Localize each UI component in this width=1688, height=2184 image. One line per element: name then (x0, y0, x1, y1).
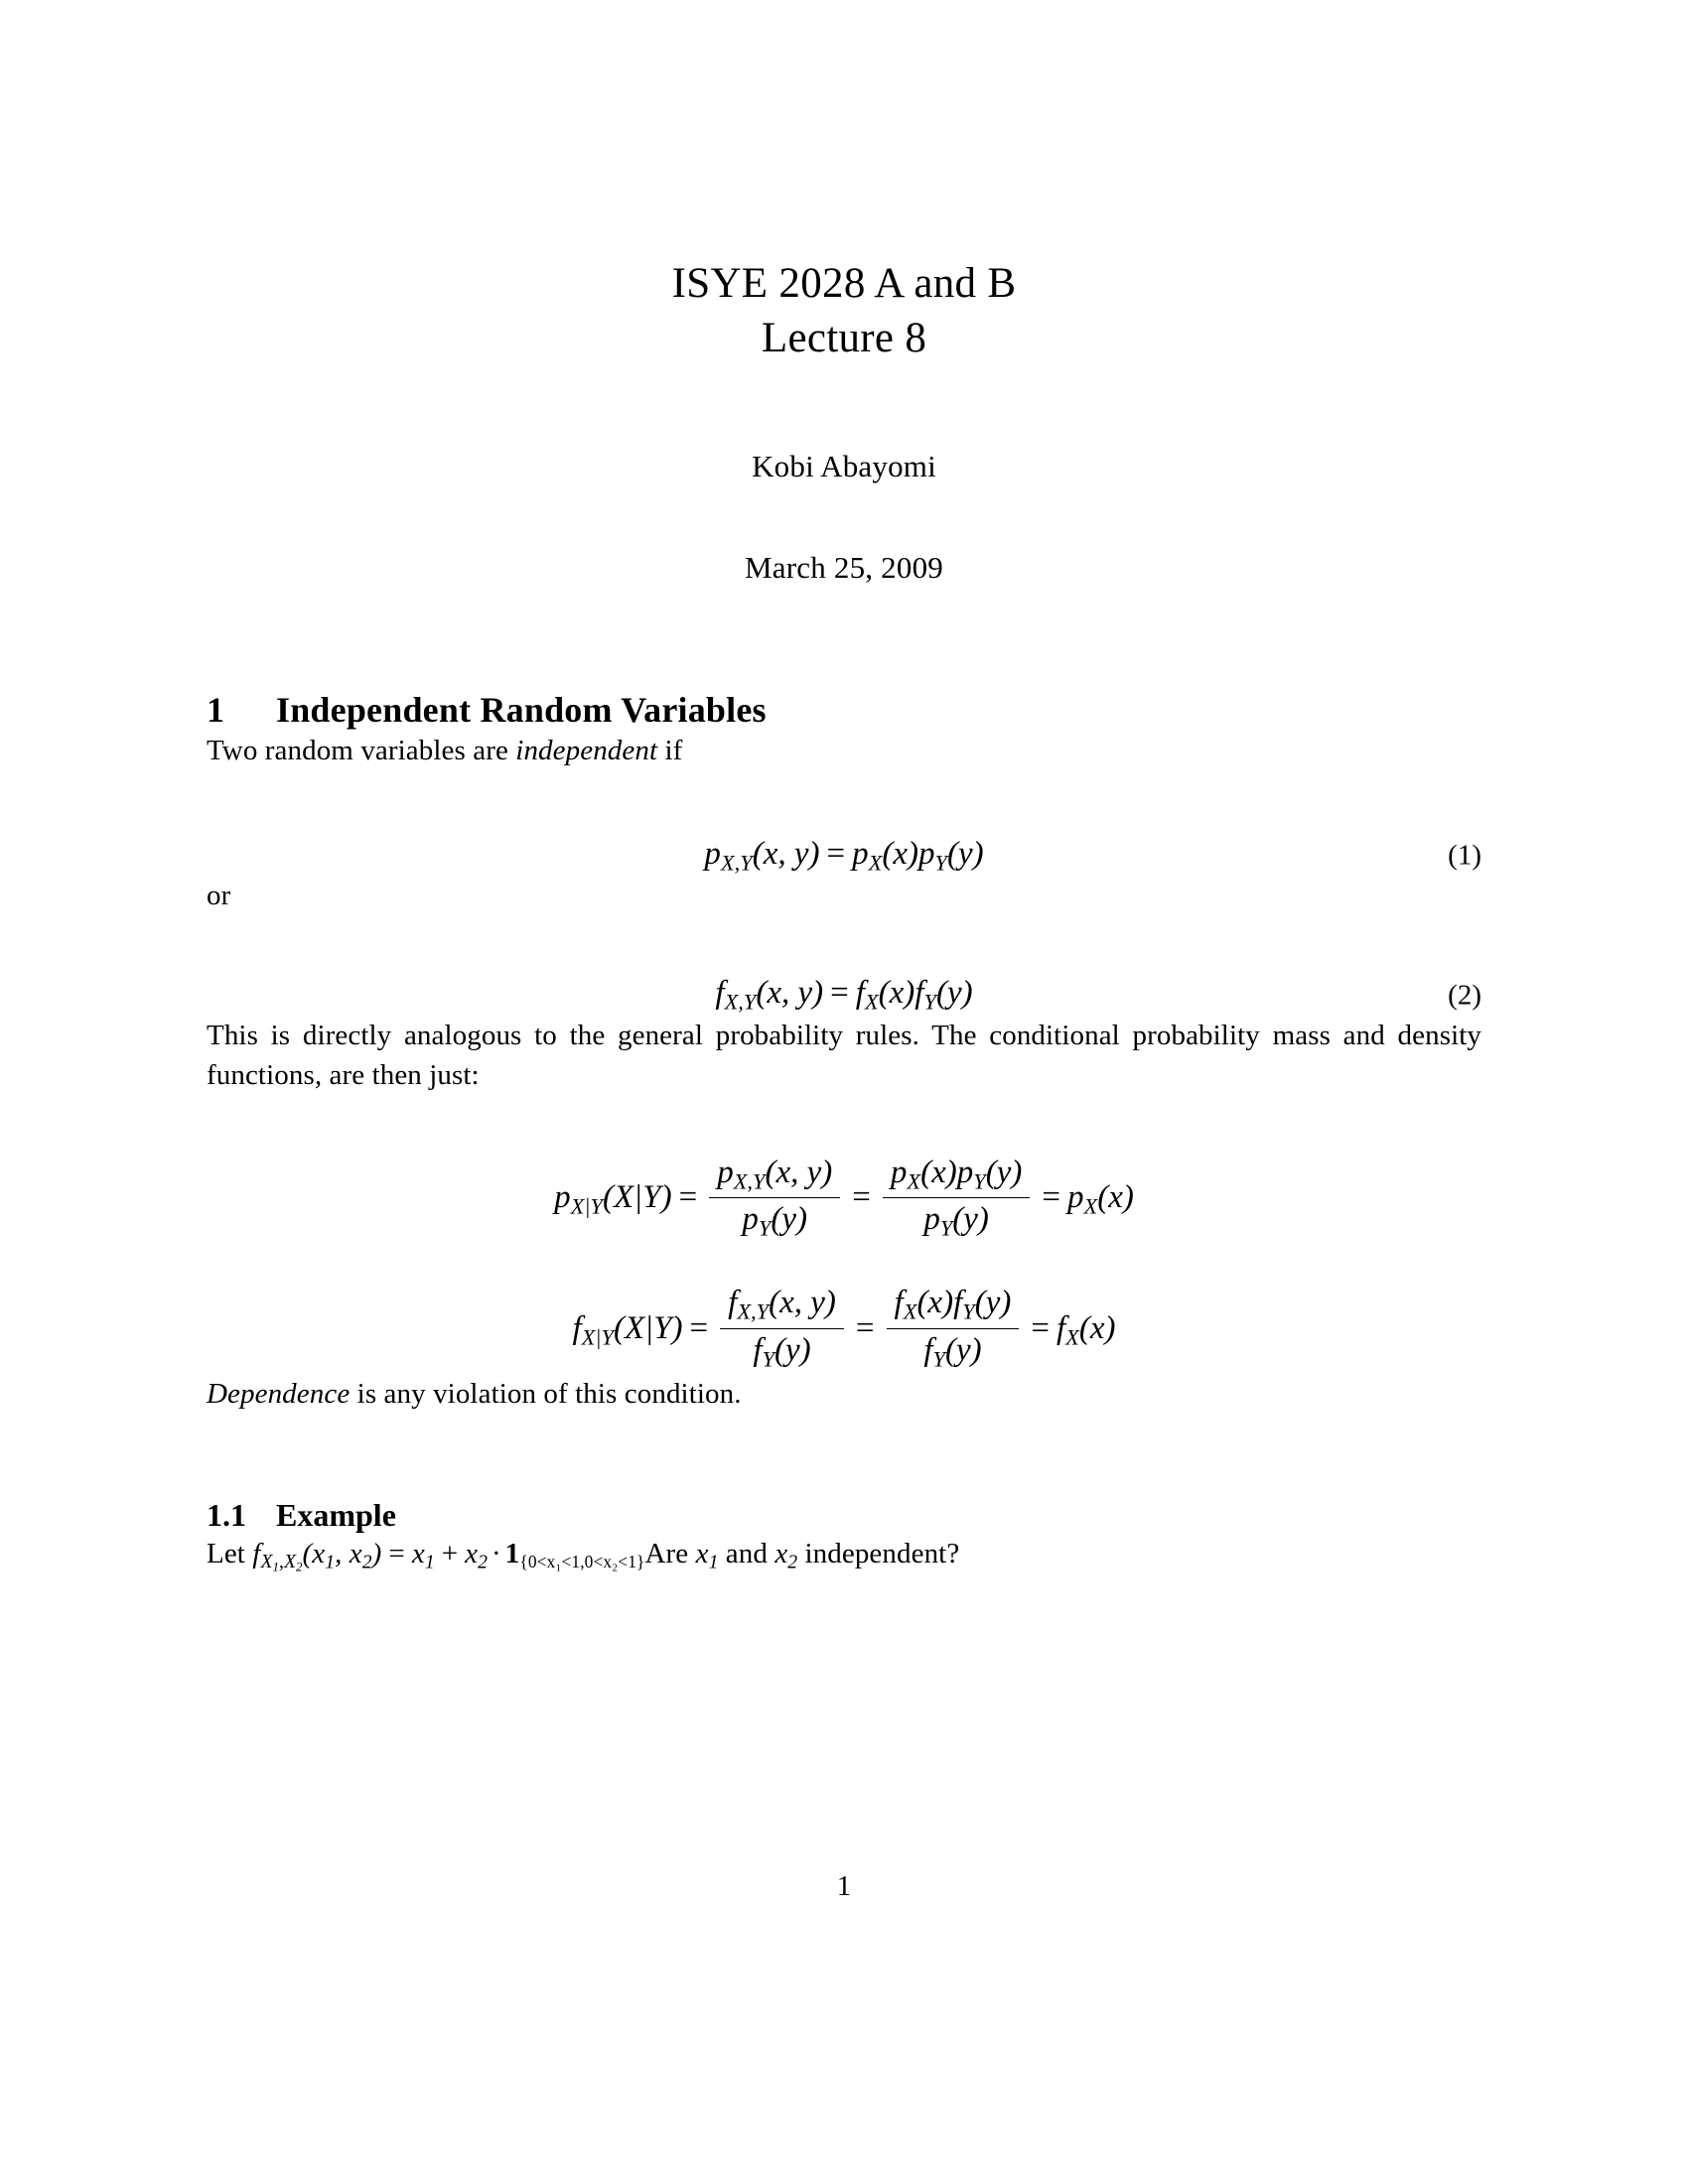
eqp-den2-sub: Y (939, 1215, 953, 1241)
eqp-num1-sub: X,Y (733, 1167, 766, 1193)
eqp-lhs-fn: p (554, 1179, 571, 1216)
subsection-1-1-number: 1.1 (207, 1496, 246, 1533)
document-title (207, 256, 1481, 365)
eqf-den2-sub: Y (932, 1345, 945, 1371)
eqp-equals-3: = (1042, 1179, 1060, 1216)
eqf-fraction-2 (887, 1285, 1020, 1372)
example-paragraph (207, 1534, 1481, 1576)
equation-1-body (704, 836, 984, 876)
eqf-frac1-denominator (720, 1329, 844, 1372)
analogy-paragraph: This is directly analogous to the general probability rules. The conditional probability mass and density functions, are then just: (207, 1019, 1481, 1091)
ex-fn-sub-a-idx: 1 (272, 1559, 280, 1574)
eq1-lhs-fn: p (704, 836, 721, 873)
eqf-result-fn: f (1056, 1309, 1066, 1346)
eq1-equals: = (826, 836, 846, 873)
intro-emphasis-independent: independent (515, 735, 658, 767)
eqp-frac1-denominator (709, 1198, 840, 1241)
ex-plus: + (441, 1537, 459, 1570)
eqp-frac1-numerator (709, 1155, 840, 1198)
eq2-lhs-args: (x, y) (756, 975, 824, 1012)
eqf-lhs-fn: f (572, 1309, 582, 1346)
ex-args-close: ) (371, 1537, 382, 1570)
eqf-equals-2: = (855, 1309, 875, 1346)
eqp-lhs-sub: X|Y (570, 1193, 603, 1219)
eqp-lhs-args: (X|Y) (603, 1179, 672, 1216)
ex-arg1-idx: 1 (325, 1551, 336, 1573)
eqp-num2b-args: (y) (985, 1154, 1023, 1190)
eqp-den1-sub: Y (758, 1215, 772, 1241)
ex-term2: x (465, 1537, 479, 1570)
subsection-1-1-title: Example (276, 1496, 396, 1533)
eqf-den2-fn: f (923, 1331, 933, 1368)
eq2-rhs-fn2: f (914, 975, 924, 1012)
section-1-number: 1 (207, 690, 225, 731)
ex-arg2-idx: 2 (361, 1551, 372, 1573)
title-block (207, 0, 1481, 586)
ex-dot-operator: · (492, 1537, 501, 1570)
eqp-num2b-fn: p (956, 1154, 974, 1190)
eqf-num2a-args: (x) (916, 1285, 954, 1321)
example-var-x1 (695, 1537, 719, 1573)
eq1-rhs-fn2: p (917, 836, 935, 873)
eqf-num1-sub: X,Y (737, 1298, 770, 1324)
title-line-2: Lecture 8 (761, 315, 927, 362)
eqf-frac2-numerator (887, 1285, 1020, 1328)
eqp-num1-fn: p (717, 1154, 734, 1190)
eqp-num2a-fn: p (890, 1154, 908, 1190)
ex-qvar2-idx: 2 (787, 1551, 798, 1573)
eqf-num2b-fn: f (953, 1285, 963, 1321)
section-1-title: Independent Random Variables (276, 690, 767, 731)
eqp-result-fn: p (1067, 1179, 1084, 1216)
eqf-equals-3: = (1031, 1309, 1050, 1346)
eqf-den1-fn: f (753, 1331, 763, 1368)
eqp-equals-2: = (852, 1179, 871, 1216)
ex-fn-sub-a: X (260, 1551, 273, 1573)
example-inline-math (252, 1537, 645, 1574)
eqf-fraction-1 (720, 1285, 844, 1372)
eq2-rhs-args2: (y) (935, 975, 973, 1012)
eqf-num2b-args: (y) (974, 1285, 1012, 1321)
example-question-a: Are (644, 1537, 696, 1570)
eqp-frac2-denominator (883, 1198, 1030, 1241)
eqp-equals-1: = (678, 1179, 698, 1216)
equation-conditional-pmf (207, 1154, 1481, 1244)
ex-fn: f (252, 1537, 261, 1570)
example-question-mid: and (718, 1537, 775, 1570)
eqp-fraction-1 (709, 1155, 840, 1242)
ex-qvar2: x (774, 1537, 788, 1570)
ex-qvar1-idx: 1 (708, 1551, 719, 1573)
intro-paragraph (207, 731, 1481, 770)
eqp-num1-args: (x, y) (765, 1154, 833, 1190)
equation-2-body (715, 975, 973, 1015)
eq1-rhs-args1: (x) (882, 836, 918, 873)
eqp-num2b-sub: Y (973, 1167, 986, 1193)
ex-fn-sub (260, 1551, 302, 1572)
equation-1 (207, 836, 1481, 876)
equation-1-number: (1) (1448, 839, 1481, 872)
ex-arg-sep: , x (335, 1537, 362, 1570)
dependence-rest-text: is any violation of this condition. (350, 1377, 742, 1410)
ex-term2-idx: 2 (478, 1551, 489, 1573)
eqf-den1-sub: Y (762, 1345, 775, 1371)
ex-equals: = (388, 1537, 405, 1570)
eq1-rhs-sub2: Y (934, 850, 947, 876)
example-lead-text: Let (207, 1537, 253, 1570)
eq2-equals: = (830, 975, 849, 1012)
eq2-rhs-fn1: f (855, 975, 865, 1012)
equation-conditional-pdf-body (572, 1285, 1116, 1371)
eqp-den1-fn: p (742, 1200, 759, 1237)
intro-text-after: if (657, 735, 683, 767)
ex-indicator-one: 1 (504, 1537, 520, 1570)
equation-conditional-pdf (207, 1287, 1481, 1374)
eqf-den2-args: (y) (944, 1331, 982, 1368)
eqf-lhs-sub: X|Y (581, 1323, 614, 1349)
eqp-den1-args: (y) (771, 1200, 808, 1237)
eqf-frac1-numerator (720, 1285, 844, 1328)
example-var-x2 (774, 1537, 798, 1573)
eq2-rhs-args1: (x) (878, 975, 915, 1012)
or-connector: or (207, 880, 231, 912)
eq2-lhs-fn: f (715, 975, 725, 1012)
ex-fn-sub-b: X (283, 1551, 296, 1573)
ex-fn-sub-b-idx: 2 (296, 1559, 303, 1574)
ex-args-open: (x (302, 1537, 326, 1570)
dependence-emphasis: Dependence (207, 1377, 351, 1410)
subsection-1-1-heading (207, 1497, 1481, 1534)
eq2-rhs-sub1: X (864, 989, 879, 1015)
ex-term1-idx: 1 (424, 1551, 435, 1573)
eq1-lhs-sub: X,Y (720, 850, 753, 876)
eqp-result-sub: X (1083, 1193, 1098, 1219)
eqf-num1-args: (x, y) (769, 1285, 836, 1321)
eqf-num2a-sub: X (903, 1298, 917, 1324)
section-1-heading (207, 689, 1481, 731)
ex-qvar1: x (695, 1537, 709, 1570)
eq1-rhs-fn1: p (852, 836, 869, 873)
eqf-num2a-fn: f (894, 1285, 904, 1321)
dependence-paragraph (207, 1374, 1481, 1414)
eqf-result-args: (x) (1078, 1309, 1116, 1346)
eqp-num2a-sub: X (907, 1167, 921, 1193)
eq2-lhs-sub: X,Y (724, 989, 757, 1015)
page-number: 1 (836, 1870, 852, 1902)
eqp-num2a-args: (x) (920, 1154, 957, 1190)
document-author: Kobi Abayomi (752, 449, 936, 484)
intro-text-before: Two random variables are (207, 735, 516, 767)
eqf-lhs-args: (X|Y) (613, 1309, 683, 1346)
eqf-result-sub: X (1065, 1323, 1079, 1349)
eq1-rhs-sub1: X (868, 850, 883, 876)
page-content (207, 0, 1481, 1576)
eqf-equals-1: = (689, 1309, 709, 1346)
eqf-num2b-sub: Y (962, 1298, 975, 1324)
eqp-frac2-numerator (883, 1155, 1030, 1198)
example-question-end: independent? (797, 1537, 960, 1570)
eqp-result-args: (x) (1097, 1179, 1134, 1216)
eqp-den2-args: (y) (952, 1200, 989, 1237)
document-date: March 25, 2009 (745, 550, 943, 586)
equation-conditional-pmf-body (554, 1154, 1134, 1241)
eq1-lhs-args: (x, y) (752, 836, 820, 873)
ex-indicator-subscript: {0<x₁<1,0<x₂<1} (519, 1552, 645, 1572)
ex-term1: x (411, 1537, 425, 1570)
eqf-num1-fn: f (728, 1285, 738, 1321)
title-line-1: ISYE 2028 A and B (671, 260, 1017, 307)
eqf-frac2-denominator (887, 1329, 1020, 1372)
eqp-den2-fn: p (923, 1200, 940, 1237)
equation-2 (207, 975, 1481, 1015)
eqp-fraction-2 (883, 1155, 1030, 1242)
ex-fn-sub-comma: , (279, 1551, 284, 1573)
eq1-rhs-args2: (y) (946, 836, 984, 873)
eqf-den1-args: (y) (774, 1331, 811, 1368)
eq2-rhs-sub2: Y (923, 989, 936, 1015)
equation-2-number: (2) (1448, 979, 1481, 1012)
